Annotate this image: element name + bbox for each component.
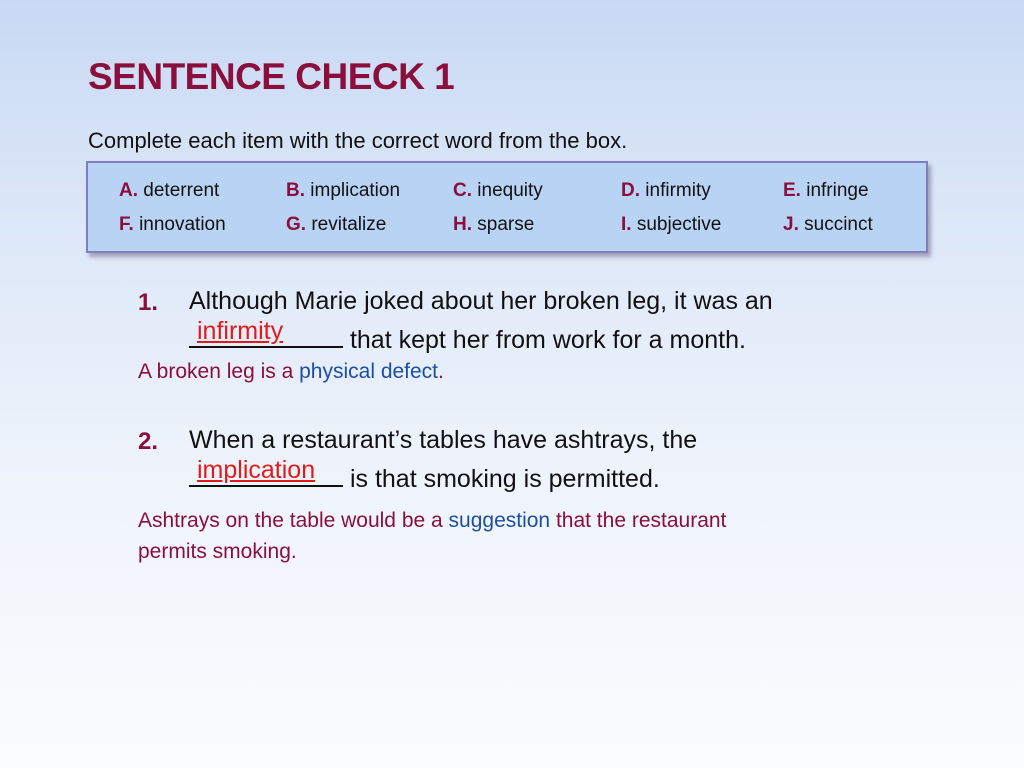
word-option-a [119,180,219,202]
option-letter: B. [286,180,305,201]
item-2-sentence-line-2 [189,456,660,494]
option-word: infringe [806,180,869,201]
item-1-sentence-line-2 [189,317,746,355]
option-letter: H. [453,214,472,235]
word-box [86,161,928,253]
word-option-i [621,214,721,236]
option-letter: F. [119,214,134,235]
option-word: inequity [477,180,543,201]
explanation-text: A broken leg is a [138,360,300,383]
item-2-explanation [138,505,898,567]
word-option-j [783,214,873,236]
option-word: succinct [804,214,873,235]
item-2-blank[interactable] [189,456,343,487]
word-option-b [286,180,400,202]
instructions-text: Complete each item with the correct word from the box. [88,128,628,153]
option-letter: A. [119,180,138,201]
item-2-number: 2. [138,428,159,455]
word-option-c [453,180,543,202]
word-option-e [783,180,869,202]
option-word: subjective [636,214,722,235]
explanation-text: that the restaurant [550,509,727,532]
key-phrase: suggestion [448,509,551,532]
option-word: implication [310,180,401,201]
item-1-number: 1. [138,289,159,316]
explanation-text: . [438,360,444,383]
option-letter: I. [621,214,632,235]
item-2-sentence-rest: is that smoking is permitted. [349,465,660,493]
option-word: revitalize [311,214,387,235]
item-1-sentence-line-1: Although Marie joked about her broken leg, it was an [189,287,773,315]
option-letter: D. [621,180,640,201]
option-letter: C. [453,180,472,201]
item-1-explanation [138,360,444,384]
word-option-f [119,214,226,236]
option-word: deterrent [143,180,220,201]
option-word: sparse [477,214,535,235]
item-1-answer: infirmity [197,317,284,345]
option-letter: E. [783,180,801,201]
option-word: infirmity [645,180,711,201]
item-2-answer: implication [197,456,316,484]
option-letter: G. [286,214,307,235]
option-word: innovation [139,214,226,235]
item-2-sentence-line-1: When a restaurant’s tables have ashtrays, the [189,426,698,454]
word-option-d [621,180,711,202]
word-option-g [286,214,386,236]
word-option-h [453,214,534,236]
item-1-blank[interactable] [189,317,343,348]
slide-title: SENTENCE CHECK 1 [88,56,455,97]
explanation-text: permits smoking. [138,540,297,563]
option-letter: J. [783,214,799,235]
explanation-text: Ashtrays on the table would be a [138,509,449,532]
item-1-sentence-rest: that kept her from work for a month. [349,326,746,354]
key-phrase: physical defect [299,360,439,383]
